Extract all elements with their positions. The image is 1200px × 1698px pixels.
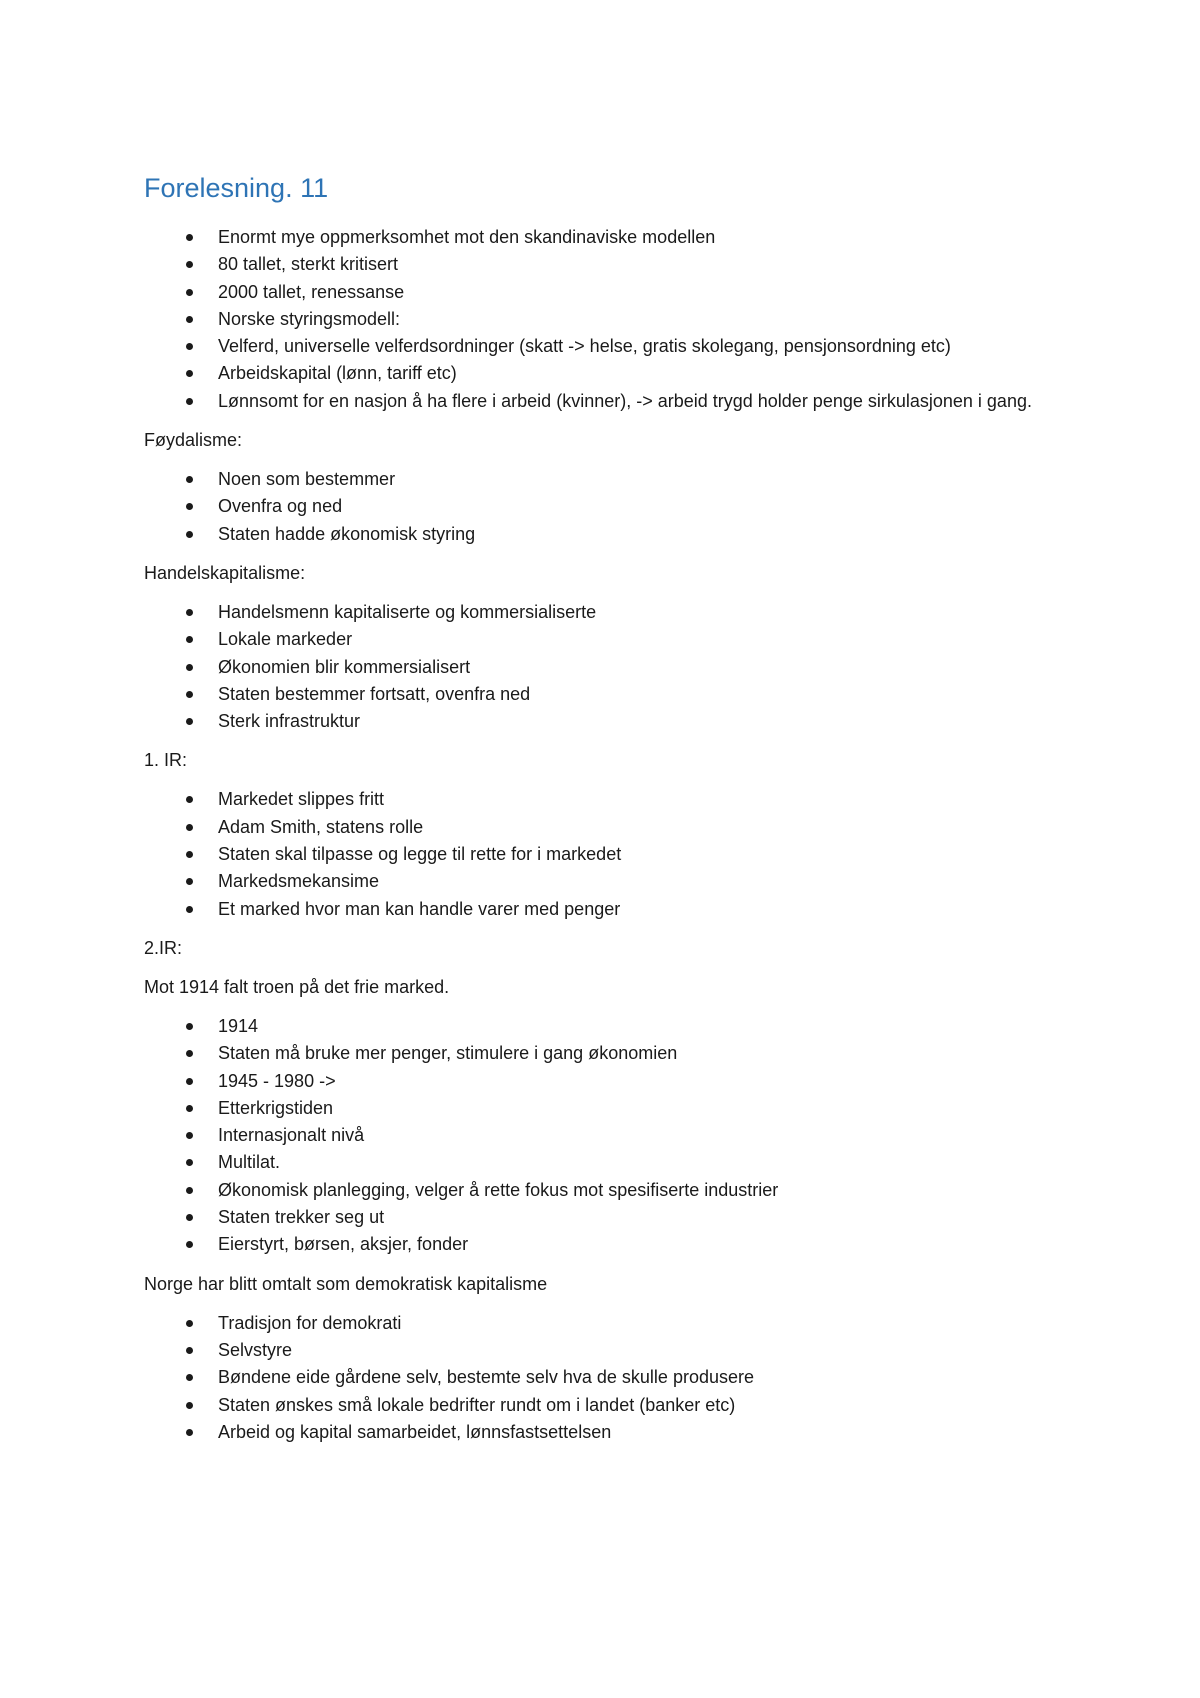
list-item: 1914 bbox=[144, 1013, 1100, 1040]
list-item: Velferd, universelle velferdsordninger (skatt -> helse, gratis skolegang, pensjonsordning etc) bbox=[144, 333, 1100, 360]
list-item: Enormt mye oppmerksomhet mot den skandinaviske modellen bbox=[144, 224, 1100, 251]
list-item: Bøndene eide gårdene selv, bestemte selv hva de skulle produsere bbox=[144, 1364, 1100, 1391]
list-item: Eierstyrt, børsen, aksjer, fonder bbox=[144, 1231, 1100, 1258]
section-label-ir1: 1. IR: bbox=[144, 750, 188, 771]
list-item: Staten skal tilpasse og legge til rette for i markedet bbox=[144, 841, 1100, 868]
list-item: Sterk infrastruktur bbox=[144, 708, 1100, 735]
list-item: Lokale markeder bbox=[144, 626, 1100, 653]
list-item: Etterkrigstiden bbox=[144, 1095, 1100, 1122]
list-item: Staten bestemmer fortsatt, ovenfra ned bbox=[144, 681, 1100, 708]
foydalisme-list bbox=[144, 466, 1100, 548]
list-item: Norske styringsmodell: bbox=[144, 306, 1100, 333]
section-label-foydalisme: Føydalisme: bbox=[144, 430, 243, 451]
list-item: Markedet slippes fritt bbox=[144, 786, 1100, 813]
norge-list bbox=[144, 1310, 1100, 1446]
list-item: 2000 tallet, renessanse bbox=[144, 279, 1100, 306]
list-item: Internasjonalt nivå bbox=[144, 1122, 1100, 1149]
section-label-ir2: 2.IR: bbox=[144, 937, 183, 958]
list-item: 1945 - 1980 -> bbox=[144, 1068, 1100, 1095]
list-item: Arbeid og kapital samarbeidet, lønnsfastsettelsen bbox=[144, 1419, 1100, 1446]
list-item: Arbeidskapital (lønn, tariff etc) bbox=[144, 360, 1100, 387]
ir2-sentence: Mot 1914 falt troen på det frie marked. bbox=[144, 976, 450, 997]
list-item: 80 tallet, sterkt kritisert bbox=[144, 251, 1100, 278]
list-item: Selvstyre bbox=[144, 1337, 1100, 1364]
list-item: Staten ønskes små lokale bedrifter rundt om i landet (banker etc) bbox=[144, 1392, 1100, 1419]
list-item: Staten trekker seg ut bbox=[144, 1204, 1100, 1231]
list-item: Økonomisk planlegging, velger å rette fokus mot spesifiserte industrier bbox=[144, 1177, 1100, 1204]
list-item: Tradisjon for demokrati bbox=[144, 1310, 1100, 1337]
section-label-handelskapitalisme: Handelskapitalisme: bbox=[144, 562, 306, 583]
ir2-list bbox=[144, 1013, 1100, 1259]
list-item: Ovenfra og ned bbox=[144, 493, 1100, 520]
list-item: Handelsmenn kapitaliserte og kommersialiserte bbox=[144, 599, 1100, 626]
ir1-list bbox=[144, 786, 1100, 922]
list-item: Et marked hvor man kan handle varer med penger bbox=[144, 896, 1100, 923]
list-item: Noen som bestemmer bbox=[144, 466, 1100, 493]
section-label-norge: Norge har blitt omtalt som demokratisk kapitalisme bbox=[144, 1273, 548, 1294]
list-item: Adam Smith, statens rolle bbox=[144, 814, 1100, 841]
list-item: Staten må bruke mer penger, stimulere i gang økonomien bbox=[144, 1040, 1100, 1067]
intro-list bbox=[144, 224, 1100, 415]
handelskapitalisme-list bbox=[144, 599, 1100, 735]
list-item: Multilat. bbox=[144, 1149, 1100, 1176]
list-item: Lønnsomt for en nasjon å ha flere i arbeid (kvinner), -> arbeid trygd holder penge sirkulasjonen i gang. bbox=[144, 388, 1100, 415]
list-item: Staten hadde økonomisk styring bbox=[144, 521, 1100, 548]
list-item: Økonomien blir kommersialisert bbox=[144, 654, 1100, 681]
list-item: Markedsmekansime bbox=[144, 868, 1100, 895]
page-title: Forelesning. 11 bbox=[144, 173, 329, 203]
